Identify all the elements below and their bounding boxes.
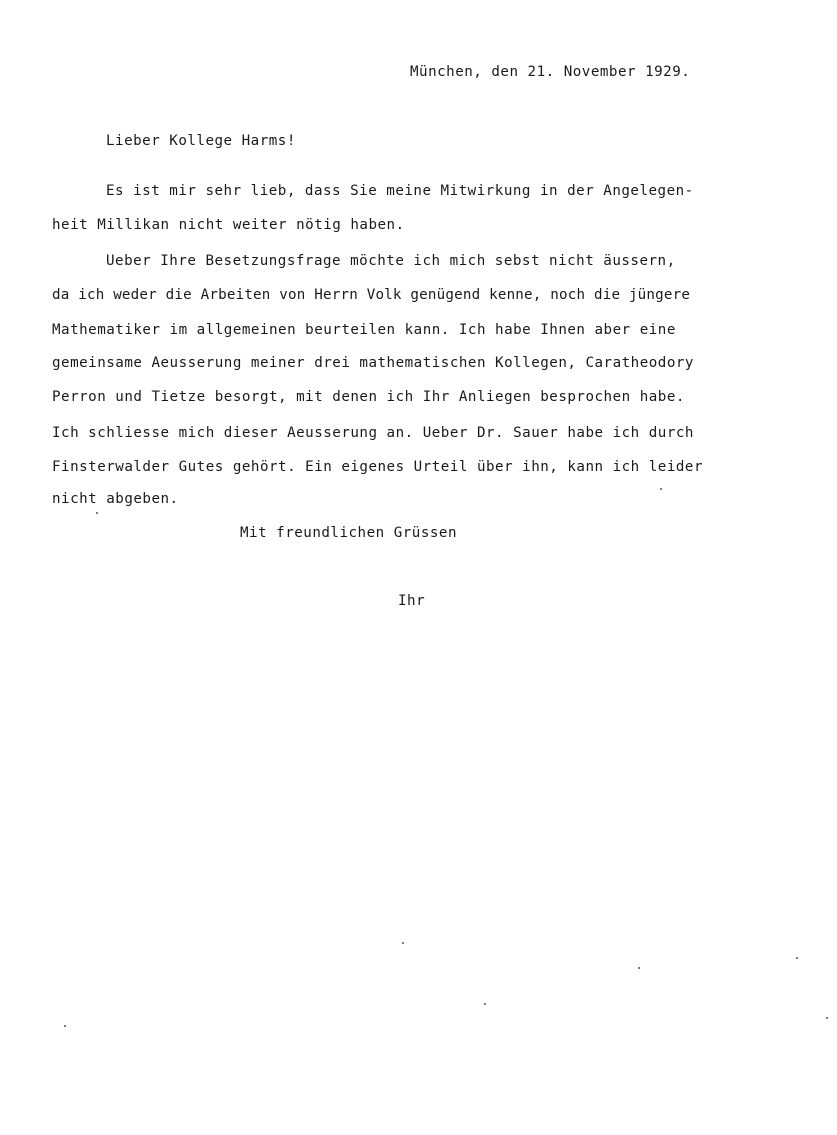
scan-speck: [402, 942, 404, 944]
body-line: Mathematiker im allgemeinen beurteilen kann. Ich habe Ihnen aber eine: [52, 322, 676, 338]
body-line: Perron und Tietze besorgt, mit denen ich Ihr Anliegen besprochen habe.: [52, 389, 685, 405]
dateline: München, den 21. November 1929.: [410, 64, 691, 80]
body-line: Ich schliesse mich dieser Aeusserung an. Ueber Dr. Sauer habe ich durch: [52, 425, 694, 441]
salutation: Lieber Kollege Harms!: [106, 133, 296, 149]
body-line: nicht abgeben.: [52, 491, 179, 507]
scan-speck: [638, 967, 640, 969]
body-line: Finsterwalder Gutes gehört. Ein eigenes Urteil über ihn, kann ich leider: [52, 459, 703, 475]
body-line: da ich weder die Arbeiten von Herrn Volk genügend kenne, noch die jüngere: [52, 287, 691, 303]
body-line: Es ist mir sehr lieb, dass Sie meine Mitwirkung in der Angelegen-: [106, 183, 694, 199]
scan-speck: [64, 1025, 66, 1027]
signature-word: Ihr: [398, 593, 426, 609]
body-line: heit Millikan nicht weiter nötig haben.: [52, 217, 405, 233]
body-line: Ueber Ihre Besetzungsfrage möchte ich mich sebst nicht äussern,: [106, 253, 676, 269]
scan-speck: [660, 488, 662, 490]
scan-speck: [796, 957, 798, 959]
scan-speck: [826, 1017, 828, 1019]
scan-speck: [96, 512, 98, 514]
closing: Mit freundlichen Grüssen: [240, 525, 457, 541]
body-line: gemeinsame Aeusserung meiner drei mathematischen Kollegen, Caratheodory: [52, 355, 694, 371]
scan-speck: [484, 1003, 486, 1005]
